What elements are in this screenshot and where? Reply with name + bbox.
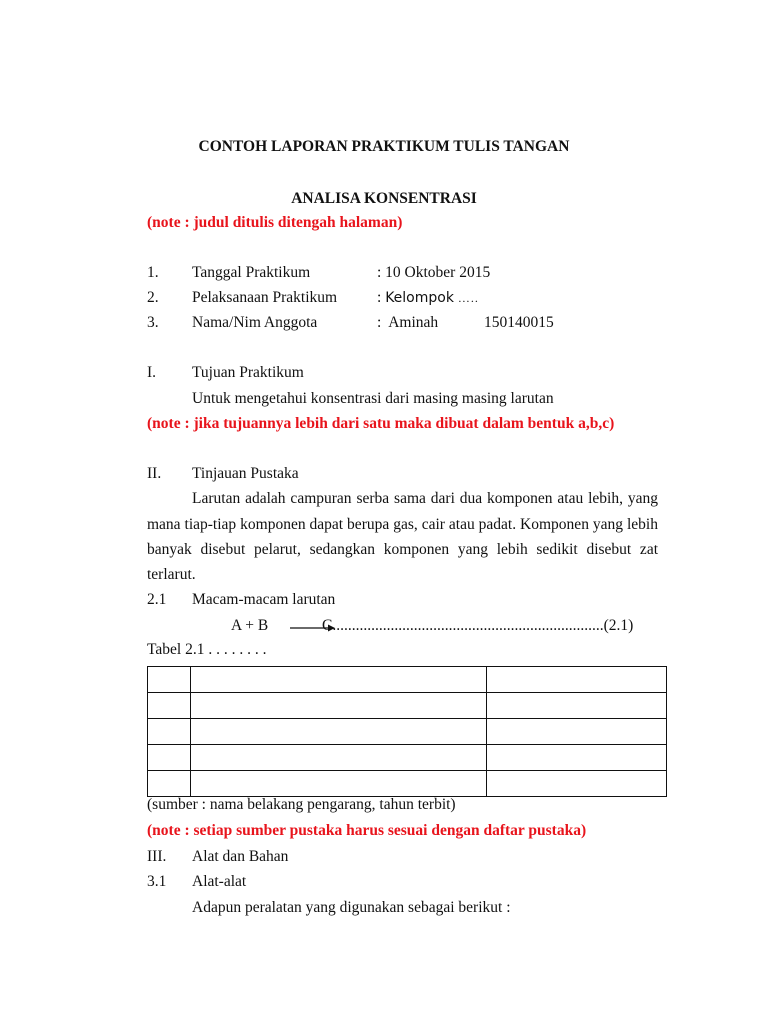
section-1-text: Untuk mengetahui konsentrasi dari masing masing larutan	[192, 390, 554, 407]
info-value-2-handwritten: Kelompok	[385, 290, 454, 306]
section-3-text: Adapun peralatan yang digunakan sebagai berikut :	[192, 899, 511, 916]
subsection-2-1-number: 2.1	[147, 591, 167, 608]
section-3-number: III.	[147, 848, 167, 865]
info-value-3-nim: 150140015	[484, 314, 554, 331]
info-number-2: 2.	[147, 289, 159, 306]
table-row	[148, 693, 667, 719]
page-title: CONTOH LAPORAN PRAKTIKUM TULIS TANGAN	[198, 138, 570, 155]
table-cell	[148, 719, 191, 745]
info-number-3: 3.	[147, 314, 159, 331]
table-row	[148, 667, 667, 693]
info-value-2	[377, 289, 479, 307]
section-1-number: I.	[147, 364, 157, 381]
equation-reactants: A + B	[231, 617, 269, 634]
table-cell	[487, 719, 667, 745]
table-row	[148, 719, 667, 745]
table-cell	[191, 719, 487, 745]
table-cell	[487, 693, 667, 719]
info-label-3: Nama/Nim Anggota	[192, 314, 318, 331]
subsection-3-1-heading: Alat-alat	[192, 873, 247, 890]
table-caption: Tabel 2.1 . . . . . . . .	[147, 641, 267, 658]
table-cell	[148, 771, 191, 797]
equation-product: C......................................................................(2.1)	[322, 617, 634, 634]
section-2-paragraph-line-4: terlarut.	[147, 566, 196, 583]
section-2-note: (note : setiap sumber pustaka harus sesuai dengan daftar pustaka)	[147, 822, 587, 839]
section-1-heading: Tujuan Praktikum	[192, 364, 304, 381]
table-source: (sumber : nama belakang pengarang, tahun terbit)	[147, 796, 456, 813]
table-cell	[191, 745, 487, 771]
table-cell	[148, 745, 191, 771]
table-cell	[148, 667, 191, 693]
info-value-3: : Aminah	[377, 314, 439, 331]
table-cell	[487, 745, 667, 771]
section-2-heading: Tinjauan Pustaka	[192, 465, 299, 482]
section-2-paragraph-line-1: Larutan adalah campuran serba sama dari dua komponen atau lebih, yang	[192, 490, 658, 507]
page-subtitle: ANALISA KONSENTRASI	[291, 190, 477, 207]
table-row	[148, 771, 667, 797]
table-row	[148, 745, 667, 771]
table-cell	[148, 693, 191, 719]
info-value-1: : 10 Oktober 2015	[377, 264, 491, 281]
section-3-heading: Alat dan Bahan	[192, 848, 289, 865]
section-2-paragraph-line-2: mana tiap-tiap komponen dapat berupa gas, cair atau padat. Komponen yang lebih	[147, 516, 658, 533]
info-label-2: Pelaksanaan Praktikum	[192, 289, 338, 306]
note-title: (note : judul ditulis ditengah halaman)	[147, 214, 403, 231]
info-number-1: 1.	[147, 264, 159, 281]
section-1-note: (note : jika tujuannya lebih dari satu maka dibuat dalam bentuk a,b,c)	[147, 415, 615, 432]
table-cell	[487, 667, 667, 693]
info-value-2-dots: …..	[457, 291, 479, 305]
table-cell	[487, 771, 667, 797]
subsection-2-1-heading: Macam-macam larutan	[192, 591, 336, 608]
section-2-number: II.	[147, 465, 162, 482]
info-value-2-prefix: :	[377, 289, 386, 306]
subsection-3-1-number: 3.1	[147, 873, 167, 890]
table-cell	[191, 693, 487, 719]
section-2-paragraph-line-3: banyak disebut pelarut, sedangkan komponen yang lebih sedikit disebut zat	[147, 541, 658, 558]
info-label-1: Tanggal Praktikum	[192, 264, 311, 281]
table-cell	[191, 667, 487, 693]
table-cell	[191, 771, 487, 797]
table-2-1	[147, 666, 667, 797]
